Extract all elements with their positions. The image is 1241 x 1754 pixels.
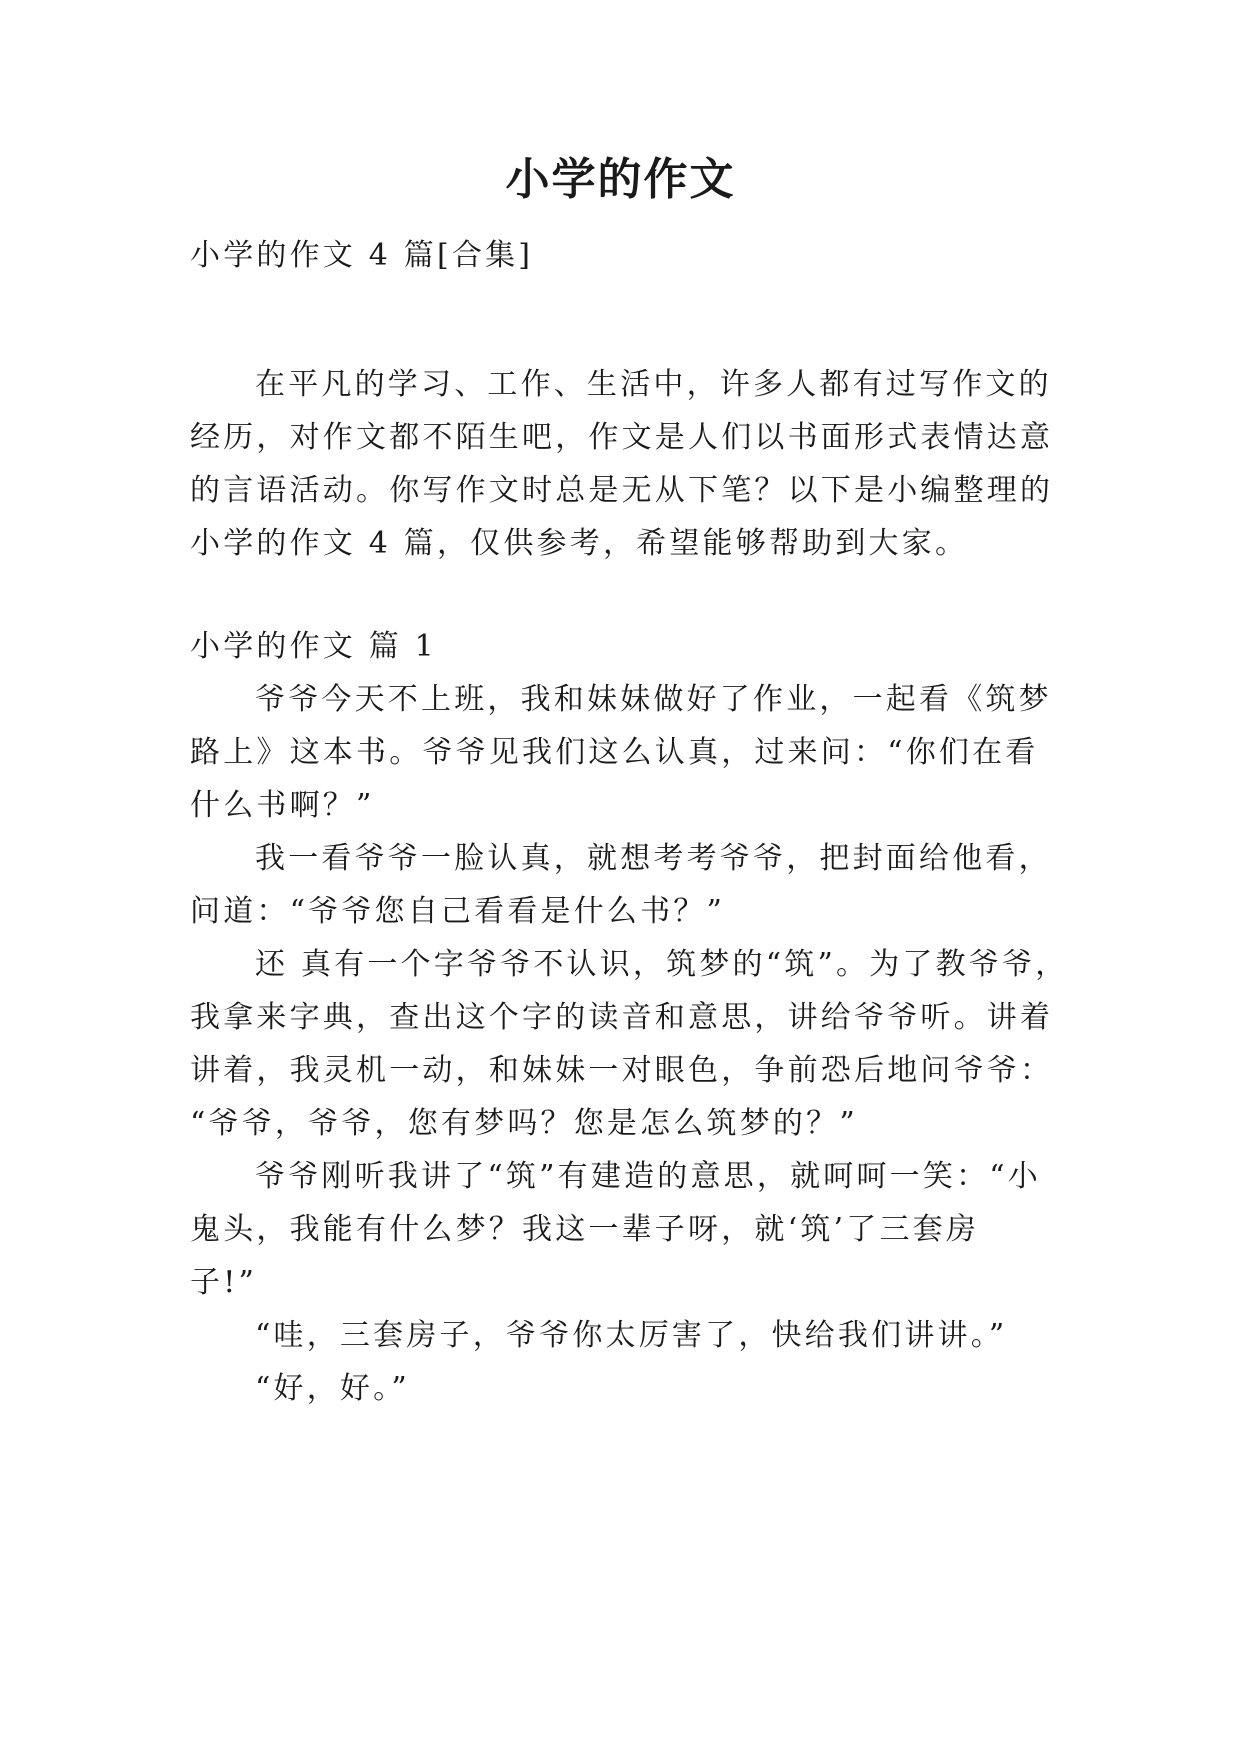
body-line: “好，好。” bbox=[255, 1371, 410, 1406]
body-line: 问道：“爷爷您自己看看是什么书？” bbox=[190, 894, 726, 929]
section-heading: 小学的作文 篇 1 bbox=[190, 629, 437, 664]
body-line: 我一看爷爷一脸认真，就想考考爷爷，把封面给他看， bbox=[255, 841, 1052, 876]
body-line: “爷爷，爷爷，您有梦吗？您是怎么筑梦的？” bbox=[190, 1106, 858, 1141]
body-line: 爷爷今天不上班，我和妹妹做好了作业，一起看《筑梦 bbox=[255, 682, 1052, 717]
body-line: 还 真有一个字爷爷不认识，筑梦的“筑”。为了教爷爷， bbox=[255, 947, 1069, 982]
body-line: 讲着，我灵机一动，和妹妹一对眼色，争前恐后地问爷爷： bbox=[190, 1053, 1054, 1088]
document-title: 小学的作文 bbox=[505, 154, 736, 205]
body-line: “哇，三套房子，爷爷你太厉害了，快给我们讲讲。” bbox=[255, 1318, 1008, 1353]
intro-line: 经历，对作文都不陌生吧，作文是人们以书面形式表情达意 bbox=[190, 420, 1054, 455]
body-line: 我拿来字典，查出这个字的读音和意思，讲给爷爷听。讲着 bbox=[190, 1000, 1054, 1035]
body-line: 爷爷刚听我讲了“筑”有建造的意思，就呵呵一笑：“小 bbox=[255, 1159, 1042, 1194]
body-line: 什么书啊？” bbox=[190, 788, 375, 823]
intro-line: 的言语活动。你写作文时总是无从下笔？以下是小编整理的 bbox=[190, 473, 1054, 508]
body-line: 鬼头，我能有什么梦？我这一辈子呀，就‘筑’了三套房 bbox=[190, 1212, 980, 1247]
body-line: 子!” bbox=[190, 1265, 257, 1300]
body-line: 路上》这本书。爷爷见我们这么认真，过来问：“你们在看 bbox=[190, 735, 1039, 770]
document-subtitle: 小学的作文 4 篇[合集] bbox=[190, 238, 534, 273]
intro-line: 小学的作文 4 篇，仅供参考，希望能够帮助到大家。 bbox=[190, 526, 969, 561]
intro-line: 在平凡的学习、工作、生活中，许多人都有过写作文的 bbox=[255, 367, 1052, 402]
